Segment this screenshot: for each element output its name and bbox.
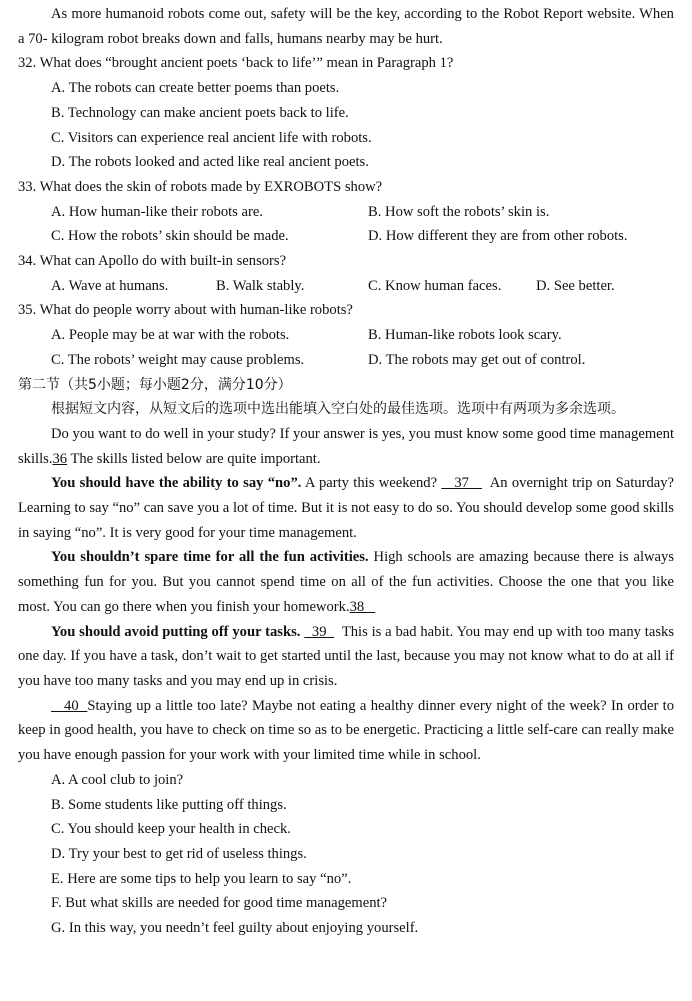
blank-37[interactable]: 37 [441,475,482,492]
choice-g[interactable]: G. In this way, you needn’t feel guilty about enjoying yourself. [51,920,419,937]
blank-39[interactable]: 39 [304,623,335,640]
question-35-option-d[interactable]: D. The robots may get out of control. [368,351,586,368]
question-34-options-row [18,274,674,299]
question-32-option-b[interactable]: B. Technology can make ancient poets back to life. [51,104,349,121]
question-34-stem: 34. What can Apollo do with built-in sensors? [18,253,287,270]
choice-b[interactable]: B. Some students like putting off things. [51,796,287,813]
section-2-heading: 第二节（共5小题；每小题2分，满分10分） [18,376,292,393]
passage-p4-heading: You should avoid putting off your tasks. [51,623,301,640]
passage-p1-text: Do you want to do well in your study? If your answer is yes, you must know some good time management skills. [18,425,674,467]
passage-paragraph-3 [18,545,674,619]
passage-p4-after: This is a bad habit. You may end up with too many tasks one day. If you have a task, don’t wait to get started until the last, because you may not know what to do at all if you have too many tasks and you may end up in crisis. [18,623,674,689]
blank-40[interactable]: 40 [51,697,88,714]
blank-38[interactable]: 38 [349,598,376,615]
question-32-option-c[interactable]: C. Visitors can experience real ancient life with robots. [51,129,372,146]
question-32-stem: 32. What does “brought ancient poets ‘back to life’” mean in Paragraph 1? [18,55,454,72]
intro-line-1: As more humanoid robots come out, safety will be the key, according to the Robot Report [51,6,583,22]
question-35-option-c[interactable]: C. The robots’ weight may cause problems. [51,351,305,368]
blank-36[interactable]: 36 [52,450,68,467]
choice-d[interactable]: D. Try your best to get rid of useless things. [51,845,307,862]
passage-paragraph-5 [18,694,674,768]
question-35-option-a[interactable]: A. People may be at war with the robots. [51,327,290,344]
question-33-option-d[interactable]: D. How different they are from other robots. [368,228,628,245]
question-33-options-row-1 [18,200,674,225]
question-33-option-a[interactable]: A. How human-like their robots are. [51,203,263,220]
passage-paragraph-4 [18,620,674,694]
choice-a[interactable]: A. A cool club to join? [51,771,184,788]
passage-p2-heading: You should have the ability to say “no”. [51,475,302,492]
question-32-option-a[interactable]: A. The robots can create better poems than poets. [51,80,340,97]
question-34-option-a[interactable]: A. Wave at humans. [51,277,169,294]
question-32-option-d[interactable]: D. The robots looked and acted like real ancient poets. [51,154,369,171]
question-33-options-row-2 [18,224,674,249]
question-34-option-b[interactable]: B. Walk stably. [216,277,305,294]
intro-paragraph [18,2,674,51]
passage-p5-after: Staying up a little too late? Maybe not eating a healthy dinner every night of the week? In order to keep in good health, you have to check on time so as to be energetic. Practicing a little self-care can really make you have enough passion for your work with your limited time while in school. [18,697,674,764]
choice-f[interactable]: F. But what skills are needed for good time management? [51,895,388,912]
question-35-options-row-2 [18,348,674,373]
passage-p2-after: An overnight trip on Saturday? Learning to say “no” can save you a lot of time. But it is not easy to do so. You should develop some good skills in saying “no”. It is very good for your time management. [18,475,674,541]
question-33-option-c[interactable]: C. How the robots’ skin should be made. [51,228,289,245]
choice-c[interactable]: C. You should keep your health in check. [51,821,291,838]
question-33-stem: 33. What does the skin of robots made by EXROBOTS show? [18,178,383,195]
question-34-option-d[interactable]: D. See better. [536,277,615,294]
intro-line-2: website. When a 70- kilogram robot breaks down and falls, humans nearby may be hurt. [18,6,674,47]
passage-paragraph-2 [18,471,674,545]
passage-p2-text: A party this weekend? [301,475,442,492]
passage-p3-text: High schools are amazing because there is always something fun for you. But you cannot spend time on all of the fun activities. Choose the one that you like most. You can go there when you finish your homework. [18,549,675,615]
passage-p1-after: The skills listed below are quite important. [67,450,321,467]
question-33-option-b[interactable]: B. How soft the robots’ skin is. [368,203,550,220]
passage-paragraph-1 [18,422,674,471]
question-35-option-b[interactable]: B. Human-like robots look scary. [368,327,562,344]
question-35-options-row-1 [18,323,674,348]
question-35-stem: 35. What do people worry about with human-like robots? [18,302,353,319]
choice-e[interactable]: E. Here are some tips to help you learn to say “no”. [51,870,352,887]
passage-p3-heading: You shouldn’t spare time for all the fun activities. [51,549,369,566]
section-2-instruction: 根据短文内容，从短文后的选项中选出能填入空白处的最佳选项。选项中有两项为多余选项。 [51,401,625,418]
question-34-option-c[interactable]: C. Know human faces. [368,277,502,294]
